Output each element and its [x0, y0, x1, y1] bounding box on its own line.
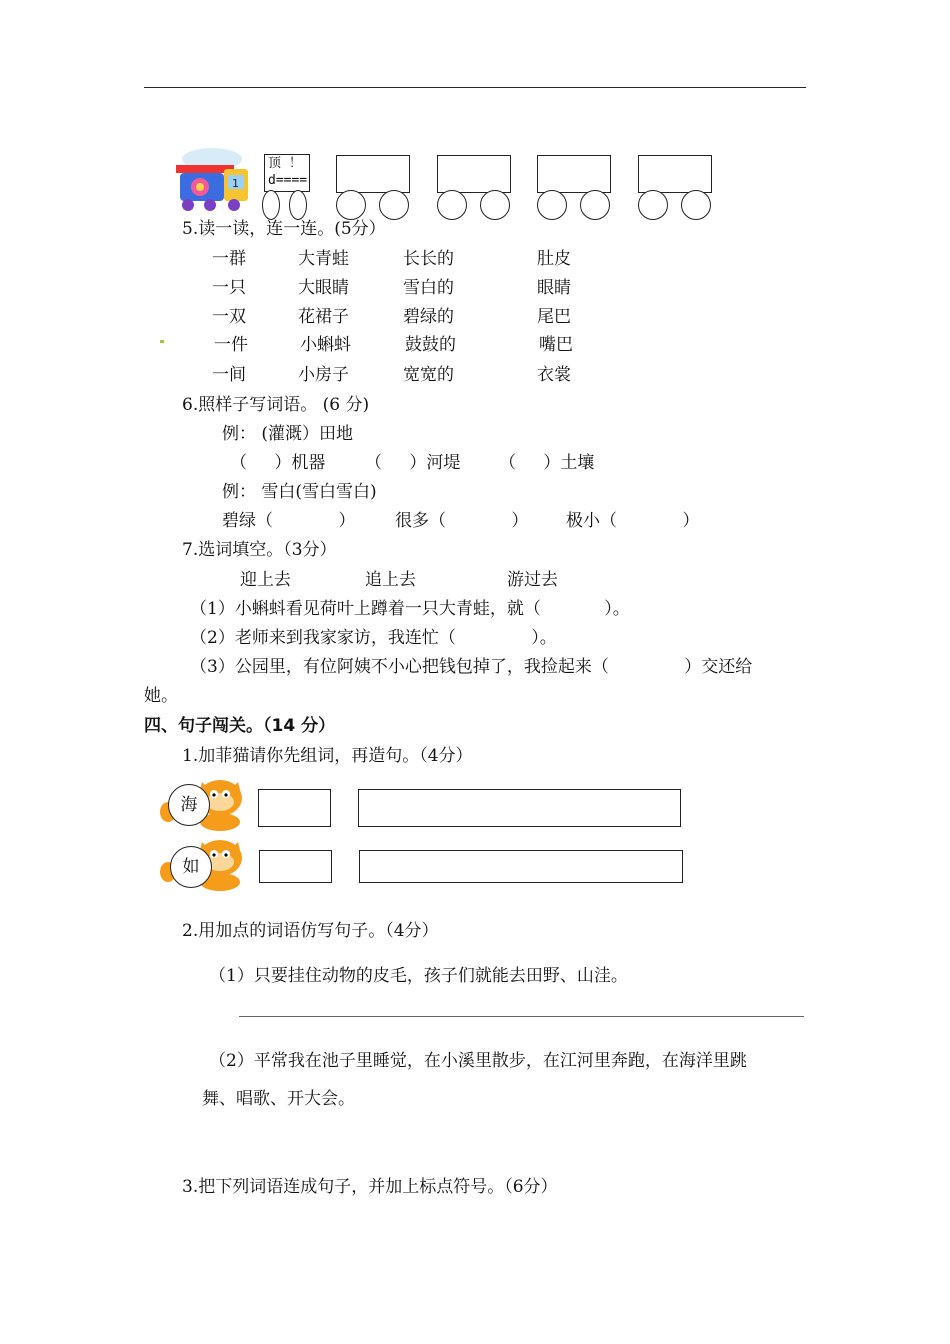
q7-item-2[interactable]: （2）老师来到我家家访，我连忙（ ）。 [190, 628, 557, 648]
q7-option: 游过去 [507, 570, 558, 590]
sentence-box-2[interactable] [359, 850, 683, 883]
q6-title: 6.照样子写词语。 (6 分) [182, 395, 370, 415]
header-rule [144, 87, 806, 88]
word-box-1[interactable] [258, 789, 331, 827]
q5-cell: 一双 [212, 307, 246, 327]
s4-q2-item-1: （1）只要挂住动物的皮毛，孩子们就能去田野、山洼。 [209, 966, 628, 986]
q5-cell: 一件 [214, 335, 248, 355]
sentence-box-1[interactable] [358, 789, 681, 827]
train-car-2 [336, 155, 410, 193]
q7-title: 7.选词填空。（3分） [182, 540, 337, 560]
q5-cell: 大青蛙 [298, 249, 349, 269]
q6-blank[interactable]: （ ）河堤 [365, 453, 461, 473]
car-text-line-2: d==== [268, 173, 308, 188]
q5-cell: 小蝌蚪 [300, 335, 351, 355]
wheel [480, 190, 510, 220]
q7-option: 迎上去 [240, 570, 291, 590]
stray-mark [160, 340, 164, 343]
char-bubble-hai: 海 [168, 784, 210, 826]
wheel [681, 190, 711, 220]
s4-q3-title: 3.把下列词语连成句子，并加上标点符号。（6分） [182, 1177, 558, 1197]
q6-blank[interactable]: （ ）机器 [230, 453, 326, 473]
q5-cell: 鼓鼓的 [405, 335, 456, 355]
section-4-title: 四、句子闯关。（14 分） [144, 716, 336, 736]
q5-cell: 碧绿的 [403, 307, 454, 327]
wheel [638, 190, 668, 220]
q7-item-3-cont: 她。 [144, 686, 178, 706]
q5-cell: 衣裳 [537, 365, 571, 385]
q5-cell: 眼睛 [537, 278, 571, 298]
q5-cell: 大眼睛 [298, 278, 349, 298]
wheel [580, 190, 610, 220]
s4-q1-title: 1.加菲猫请你先组词，再造句。（4分） [182, 746, 473, 766]
s4-q2-item-2: （2）平常我在池子里睡觉，在小溪里散步，在江河里奔跑，在海洋里跳 [209, 1051, 747, 1071]
q5-cell: 嘴巴 [539, 335, 573, 355]
q5-cell: 雪白的 [403, 278, 454, 298]
q5-cell: 长长的 [403, 249, 454, 269]
train-car-3 [437, 155, 511, 193]
q5-cell: 一群 [212, 249, 246, 269]
train-car-4 [537, 155, 611, 193]
train-car-1 [264, 154, 310, 192]
q6-blank[interactable]: （ ）土壤 [499, 453, 595, 473]
engine-number: 1 [232, 177, 239, 190]
car-text-line-1: 顶 ！ [268, 156, 302, 171]
s4-q2-item-2-cont: 舞、唱歌、开大会。 [202, 1089, 355, 1109]
q6-blank[interactable]: 很多（ ） [395, 511, 529, 531]
wheel [437, 190, 467, 220]
q5-title: 5.读一读，连一连。(5分） [182, 219, 386, 239]
q6-blank[interactable]: 碧绿（ ） [222, 511, 356, 531]
q5-cell: 一只 [212, 278, 246, 298]
q7-option: 追上去 [365, 570, 416, 590]
q5-cell: 花裙子 [298, 307, 349, 327]
q5-cell: 宽宽的 [403, 365, 454, 385]
q5-cell: 尾巴 [537, 307, 571, 327]
q6-example-1: 例： (灌溉）田地 [222, 424, 354, 444]
q5-cell: 肚皮 [537, 249, 571, 269]
q5-cell: 一间 [212, 365, 246, 385]
q5-cell: 小房子 [298, 365, 349, 385]
train-car-5 [638, 155, 712, 193]
s4-q2-title: 2.用加点的词语仿写句子。（4分） [182, 921, 439, 941]
char-bubble-ru: 如 [170, 846, 212, 888]
train-engine-icon [166, 143, 262, 219]
q6-example-2: 例： 雪白(雪白雪白) [222, 482, 377, 502]
q6-blank[interactable]: 极小（ ） [566, 511, 700, 531]
q7-item-3[interactable]: （3）公园里，有位阿姨不小心把钱包掉了，我捡起来（ ）交还给 [190, 657, 753, 677]
word-box-2[interactable] [259, 850, 332, 883]
q7-item-1[interactable]: （1）小蝌蚪看见荷叶上蹲着一只大青蛙，就（ ）。 [190, 599, 630, 619]
wheel [537, 190, 567, 220]
answer-line[interactable] [239, 1016, 804, 1017]
